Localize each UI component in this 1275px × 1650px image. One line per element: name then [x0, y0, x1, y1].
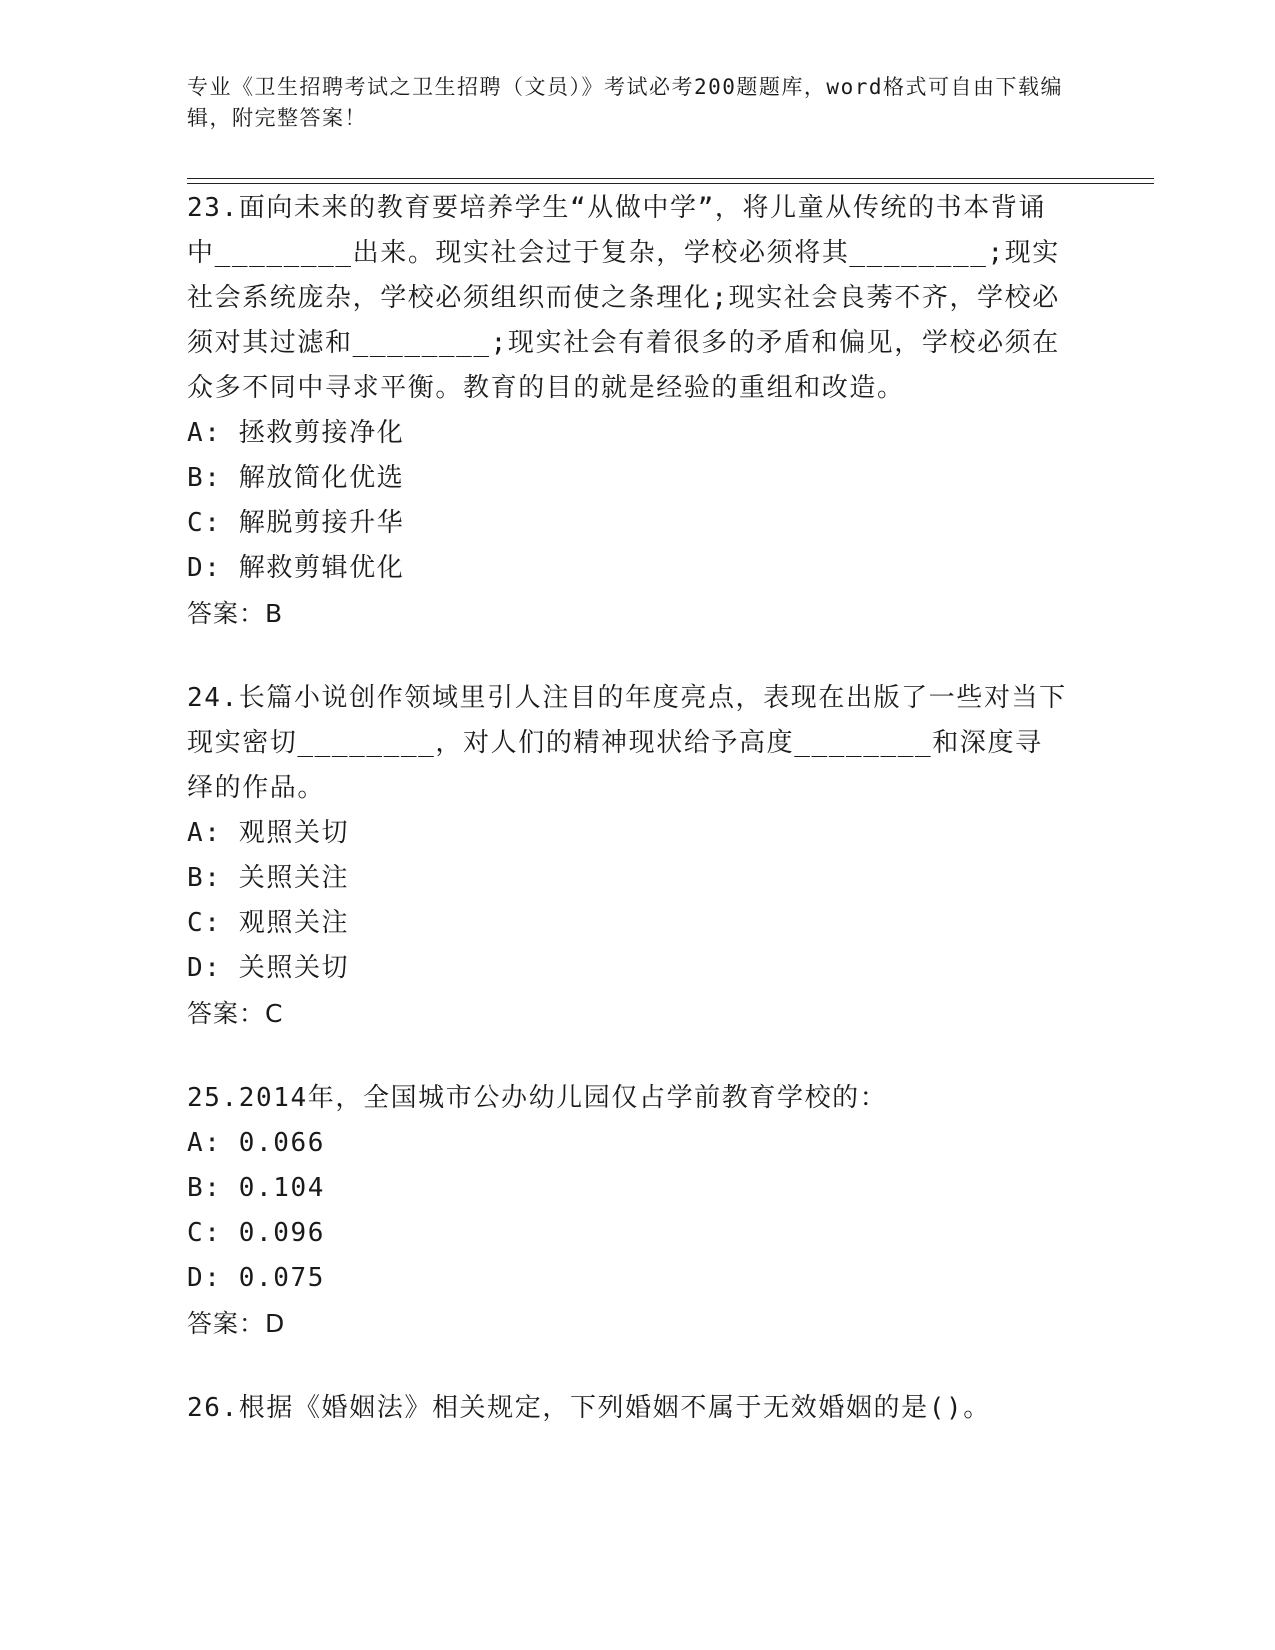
option-a: A: 0.066 — [187, 1128, 326, 1158]
option-d: D: 关照关切 — [187, 953, 350, 983]
option-b: B: 解放简化优选 — [187, 463, 405, 493]
question-stem: 25.2014年，全国城市公办幼儿园仅占学前教育学校的： — [187, 1083, 888, 1113]
option-d: D: 0.075 — [187, 1263, 326, 1293]
document-intro: 专业《卫生招聘考试之卫生招聘（文员）》考试必考200题题库，word格式可自由下载编辑，附完整答案！ — [187, 75, 1063, 130]
question-24 — [187, 676, 1067, 1036]
answer-line: 答案：D — [187, 1309, 286, 1338]
option-b: B: 0.104 — [187, 1173, 326, 1203]
question-stem: 23.面向未来的教育要培养学生“从做中学”，将儿童从传统的书本背诵中________出来。现实社会过于复杂，学校必须将其________;现实社会系统庞杂，学校必须组织而使之条理化;现实社会良莠不齐，学校必须对其过滤和________;现实社会有着很多的矛盾和偏见，学校必须在众多不同中寻求平衡。教育的目的就是经验的重组和改造。 — [187, 193, 1060, 403]
option-a: A: 拯救剪接净化 — [187, 418, 405, 448]
header-divider-top — [187, 178, 1154, 179]
option-b: B: 关照关注 — [187, 863, 350, 893]
question-25 — [187, 1076, 1067, 1346]
answer-line: 答案：B — [187, 599, 284, 628]
question-list — [187, 186, 1067, 1471]
option-c: C: 0.096 — [187, 1218, 326, 1248]
option-c: C: 解脱剪接升华 — [187, 508, 405, 538]
answer-line: 答案：C — [187, 999, 284, 1028]
question-23 — [187, 186, 1067, 636]
question-26 — [187, 1386, 1067, 1431]
option-d: D: 解救剪辑优化 — [187, 553, 405, 583]
question-stem: 26.根据《婚姻法》相关规定，下列婚姻不属于无效婚姻的是()。 — [187, 1393, 991, 1423]
option-c: C: 观照关注 — [187, 908, 350, 938]
header-divider-bottom — [187, 183, 1154, 184]
option-a: A: 观照关切 — [187, 818, 350, 848]
question-stem: 24.长篇小说创作领域里引人注目的年度亮点，表现在出版了一些对当下现实密切________，对人们的精神现状给予高度________和深度寻绎的作品。 — [187, 683, 1067, 803]
